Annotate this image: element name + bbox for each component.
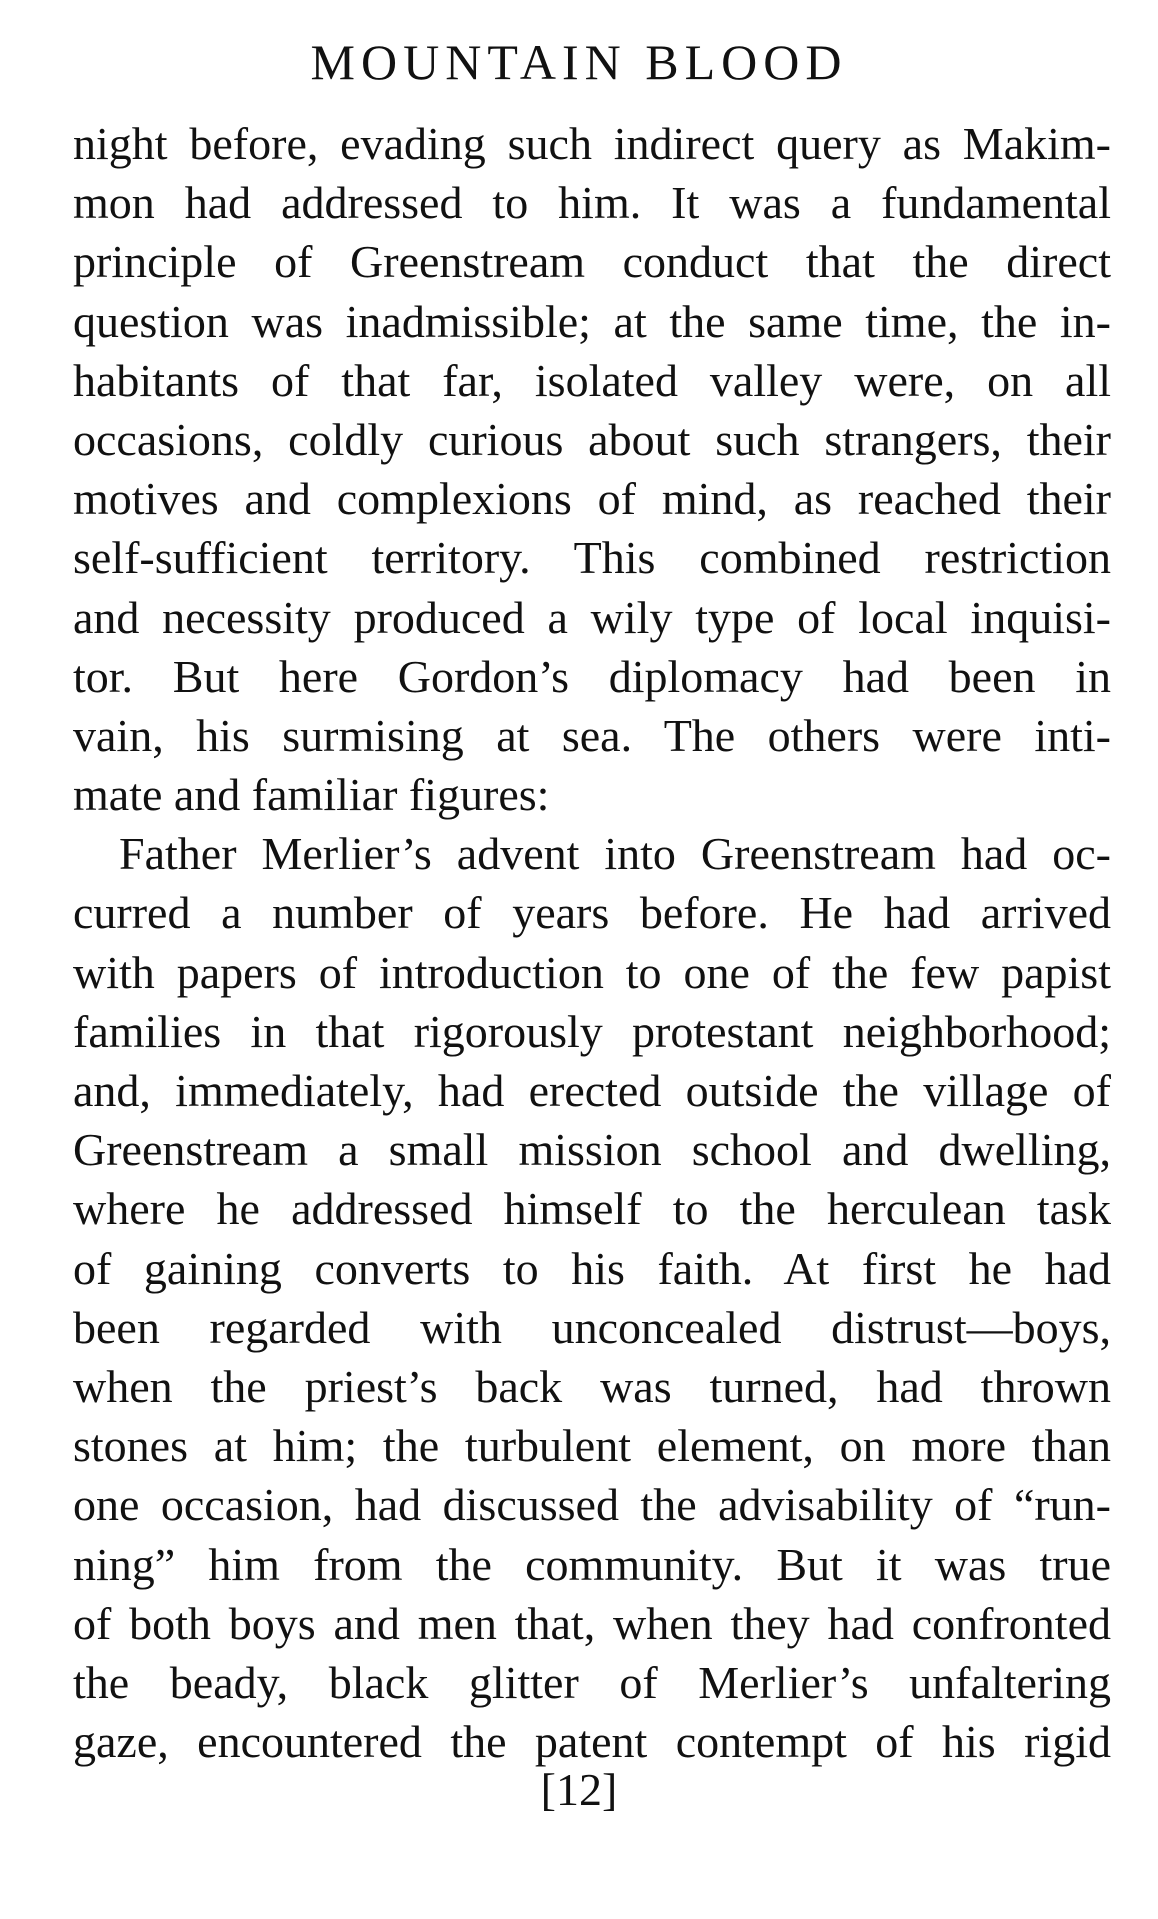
text-line: ning” him from the community. But it was true (73, 1538, 1111, 1590)
text-line: families in that rigorously protestant neighborhood; (73, 1005, 1111, 1057)
paragraph-end-line: mate and familiar figures: (73, 769, 550, 821)
page-number: [12] (540, 1764, 618, 1815)
body-text (73, 114, 1111, 1771)
text-line: question was inadmissible; at the same time, the in- (73, 295, 1111, 347)
text-line: stones at him; the turbulent element, on more than (73, 1420, 1111, 1472)
text-line: where he addressed himself to the herculean task (73, 1183, 1111, 1235)
text-line: motives and complexions of mind, as reached their (73, 473, 1111, 525)
text-line: been regarded with unconcealed distrust—boys, (73, 1301, 1111, 1353)
text-line: night before, evading such indirect query as Makim- (73, 118, 1111, 169)
text-line: self-sufficient territory. This combined restriction (73, 532, 1111, 584)
text-line: tor. But here Gordon’s diplomacy had been in (73, 650, 1111, 702)
text-line: vain, his surmising at sea. The others were inti- (73, 709, 1111, 761)
text-line: principle of Greenstream conduct that the direct (73, 236, 1111, 288)
text-line: Greenstream a small mission school and dwelling, (73, 1124, 1111, 1176)
text-line: occasions, coldly curious about such strangers, their (73, 413, 1111, 465)
text-line: when the priest’s back was turned, had thrown (73, 1360, 1111, 1412)
text-line: habitants of that far, isolated valley were, on all (73, 354, 1111, 406)
text-line: of gaining converts to his faith. At first he had (73, 1242, 1111, 1294)
text-line: curred a number of years before. He had arrived (73, 887, 1111, 939)
text-line: of both boys and men that, when they had confronted (73, 1597, 1111, 1649)
text-line: and, immediately, had erected outside the village of (73, 1065, 1111, 1116)
text-line: with papers of introduction to one of the few papist (73, 946, 1111, 998)
text-line: and necessity produced a wily type of local inquisi- (73, 591, 1111, 643)
text-line: gaze, encountered the patent contempt of his rigid (73, 1716, 1111, 1768)
text-line: one occasion, had discussed the advisability of “run- (73, 1479, 1111, 1531)
paragraph-first-line: Father Merlier’s advent into Greenstream had oc- (119, 828, 1111, 880)
running-head: MOUNTAIN BLOOD (310, 34, 848, 90)
text-line: mon had addressed to him. It was a fundamental (73, 177, 1111, 229)
text-line: the beady, black glitter of Merlier’s unfaltering (73, 1656, 1111, 1708)
